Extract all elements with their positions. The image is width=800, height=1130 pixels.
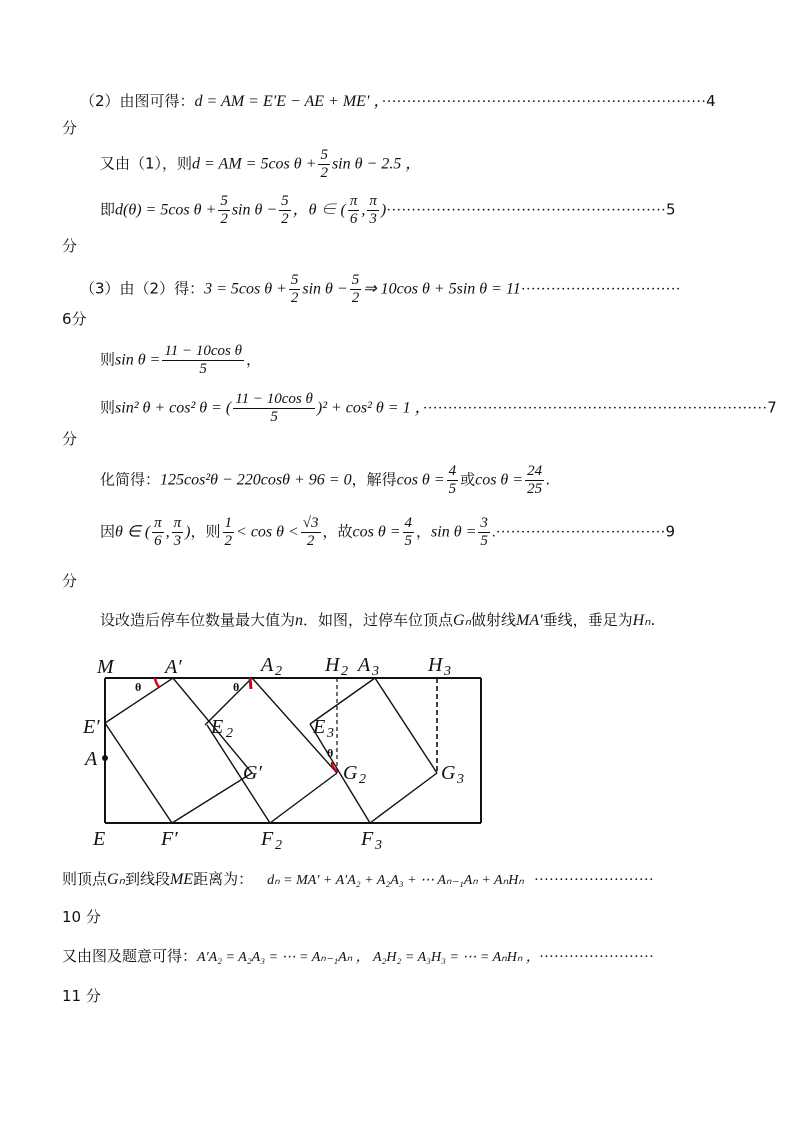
edge-g3-f3 (370, 773, 437, 823)
line-text: 到线段 (124, 870, 170, 888)
score-9: 9 (665, 522, 676, 541)
score-4: 4 (706, 92, 716, 110)
formula-segments: A′A₂ = A₂A₃ = ⋯ = Aₙ₋₁Aₙ ， A₂H₂ = A₃H₃ = ⋯ = AₙHₙ ， (197, 950, 533, 965)
parking-figure (85, 645, 505, 860)
formula-d-am: d = AM = E′E − AE + ME′ ， (194, 93, 382, 110)
fraction: $\frac{3}{5}$ (480, 515, 488, 549)
part3-label: （3）由（2）得： (80, 279, 205, 298)
label-sub: 3 (375, 838, 382, 853)
fraction: $\frac{\pi}{3}$ (173, 515, 182, 549)
label-sub: 3 (457, 772, 464, 787)
formula-part: sin θ = (431, 523, 477, 541)
label-f-prime: F′ (161, 828, 178, 850)
fraction: $\frac{5}{2}$ (220, 193, 228, 227)
line-part2-d (80, 90, 716, 113)
label-sub: 2 (275, 838, 282, 853)
formula-part: . (546, 471, 551, 489)
label-sub: 3 (327, 726, 334, 741)
label-m: M (97, 656, 114, 678)
part2-label: （2）由图可得： (80, 92, 195, 110)
label-f2: F (261, 828, 274, 850)
line-d-formula (100, 147, 421, 182)
line-distance (62, 868, 654, 892)
score-unit: 分 (62, 572, 78, 590)
label-theta-1: θ (135, 680, 142, 694)
score-7: 7 (767, 398, 777, 417)
score-6: 6分 (62, 310, 87, 328)
point-a (102, 755, 108, 761)
var-hn: Hₙ (632, 612, 651, 629)
leader-dots: ························································ (386, 202, 666, 219)
formula-dn: dₙ = MA′ + A′A₂ + A₂A₃ + ⋯ Aₙ₋₁Aₙ + AₙHₙ (267, 873, 524, 888)
line-text: ，故 (322, 522, 353, 541)
line-part3 (80, 272, 681, 307)
formula-part: 125cos²θ − 220cosθ + 96 = 0 (160, 471, 352, 489)
var-n: n (295, 612, 304, 629)
label-h3: H (428, 654, 443, 676)
line-text: ，解得 (351, 470, 397, 489)
label-e2: E (211, 716, 224, 738)
label-e-prime: E′ (83, 716, 100, 738)
line-text: 设改造后停车位数量最大值为 (100, 611, 296, 629)
line-equal-segments (62, 945, 654, 969)
formula-part: )² + cos² θ = 1 ， (316, 399, 423, 417)
rect-2-lower (270, 773, 337, 823)
leader-dots: ························ (533, 872, 654, 888)
label-g3: G (441, 762, 456, 784)
line-prefix: 则 (100, 350, 116, 369)
score-unit: 分 (62, 430, 78, 448)
label-sub: 2 (275, 664, 282, 679)
fraction: $\frac{\text{11 − 10cos θ}}{5}$ (164, 343, 242, 377)
score-11: 11 分 (62, 987, 101, 1005)
line-text: ，则 (190, 522, 221, 541)
line-identity (100, 391, 777, 426)
line-text: 则顶点 (62, 870, 108, 888)
var-gn: Gₙ (453, 612, 471, 629)
fraction: $\frac{5}{2}$ (281, 193, 289, 227)
label-e: E (93, 828, 106, 850)
fraction: $\frac{√3}{2}$ (302, 515, 319, 549)
label-theta-2: θ (233, 680, 240, 694)
punct: . (650, 611, 656, 629)
label-sub: 2 (341, 664, 348, 679)
line-d-theta (100, 193, 675, 228)
fraction: $\frac{1}{2}$ (224, 515, 233, 549)
label-a2: A (261, 654, 274, 676)
label-h2: H (325, 654, 340, 676)
var-gn: Gₙ (107, 871, 125, 888)
punct: ， (245, 350, 261, 369)
fraction: $\frac{4}{5}$ (448, 463, 457, 497)
fraction: $\frac{5}{2}$ (320, 147, 328, 181)
fraction: $\frac{\pi}{6}$ (349, 193, 358, 227)
line-sin-theta (100, 343, 261, 378)
formula-part: sin² θ + cos² θ = ( (115, 399, 232, 417)
label-a: A (85, 748, 98, 770)
label-sub: 2 (226, 726, 233, 741)
leader-dots: ································································· (381, 94, 707, 110)
score-10: 10 分 (62, 908, 101, 926)
line-prefix: 化简得： (100, 470, 161, 489)
formula-part: ) (185, 523, 191, 541)
line-prefix: 因 (100, 522, 116, 541)
fraction: $\frac{\text{11 − 10cos θ}}{5}$ (235, 391, 313, 425)
label-f3: F (361, 828, 374, 850)
formula-part: ) (380, 201, 387, 219)
fraction: $\frac{\pi}{6}$ (154, 515, 162, 549)
label-sub: 2 (359, 772, 366, 787)
label-e3: E (313, 716, 326, 738)
formula-part: cos θ = (352, 523, 401, 541)
formula-part: sin θ = (115, 351, 161, 369)
leader-dots: ································ (520, 281, 681, 298)
leader-dots: ······················· (538, 949, 654, 965)
formula-part: cos θ = (396, 471, 445, 489)
fraction: $\frac{24}{25}$ (527, 463, 543, 497)
line-text: 或 (460, 470, 476, 489)
var-me: ME (169, 871, 194, 888)
line-conclusion (100, 515, 675, 550)
formula-part: sin θ − 2.5 ， (331, 155, 422, 173)
formula-part: < cos θ < (236, 523, 299, 541)
label-g-prime: G′ (243, 762, 262, 784)
formula-part: θ ∈ ( (115, 523, 151, 541)
line-prefix: 又由（1），则 (100, 154, 193, 173)
formula-part: , (165, 523, 170, 541)
label-g2: G (343, 762, 358, 784)
edge-a3-g3 (375, 678, 437, 773)
formula-part: 3 = 5cos θ + (204, 280, 287, 298)
fraction: $\frac{\pi}{3}$ (369, 193, 377, 227)
angle-mark-2 (250, 678, 251, 689)
line-text: 又由图及题意可得： (62, 947, 198, 965)
formula-part: ，θ ∈ ( (292, 201, 346, 219)
label-a-prime: A′ (165, 656, 182, 678)
formula-part: cos θ = (475, 471, 524, 489)
formula-part: d(θ) = 5cos θ + (115, 201, 217, 219)
fraction: $\frac{5}{2}$ (290, 272, 299, 306)
formula-part: sin θ − (231, 201, 278, 219)
line-text: 做射线 (470, 611, 516, 629)
line-setup (100, 609, 655, 632)
label-sub: 3 (444, 664, 451, 679)
line-prefix: 即 (100, 200, 116, 219)
leader-dots: .·································· (491, 524, 666, 541)
line-prefix: 则 (100, 398, 116, 417)
fraction: $\frac{5}{2}$ (351, 272, 360, 306)
formula-part: ⇒ 10cos θ + 5sin θ = 11 (363, 280, 521, 298)
var-ma: MA′ (515, 612, 543, 629)
formula-part: , (361, 201, 366, 219)
angle-mark-1 (155, 678, 159, 687)
leader-dots: ····································································· (422, 400, 768, 417)
score-5: 5 (665, 200, 676, 219)
punct: ， (416, 522, 432, 541)
line-text: ．如图，过停车位顶点 (303, 611, 454, 629)
label-sub: 3 (372, 664, 379, 679)
line-text: 距离为： (193, 870, 254, 888)
formula-part: d = AM = 5cos θ + (192, 155, 317, 173)
fraction: $\frac{4}{5}$ (404, 515, 413, 549)
label-a3: A (358, 654, 371, 676)
formula-part: sin θ − (302, 280, 348, 298)
line-simplify (100, 463, 550, 498)
score-unit: 分 (62, 119, 78, 137)
line-text: 垂线，垂足为 (542, 611, 633, 629)
score-unit: 分 (62, 237, 78, 255)
label-theta-3: θ (327, 746, 334, 760)
